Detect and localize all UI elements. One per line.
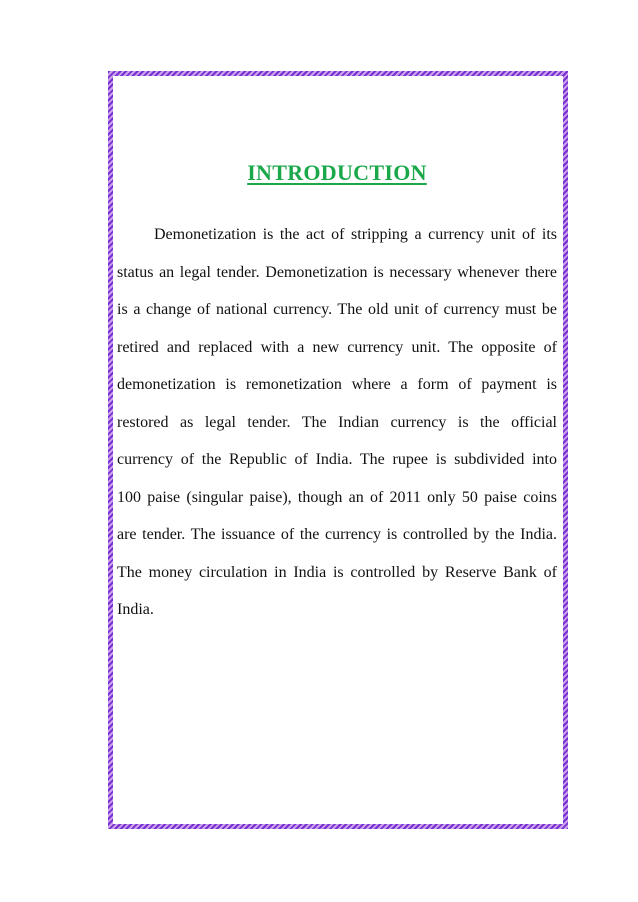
introduction-paragraph: Demonetization is the act of stripping a currency unit of its status an legal tender. Demonetization is necessary whenever there is a change of national currency. The old unit of currency must be retired and replaced with a new currency unit. The opposite of demonetization is remonetization where a form of payment is restored as legal tender. The Indian currency is the official currency of the Republic of India. The rupee is subdivided into 100 paise (singular paise), though an of 2011 only 50 paise coins are tender. The issuance of the currency is controlled by the India. The money circulation in India is controlled by Reserve Bank of India. xyxy=(117,226,557,618)
page-content xyxy=(113,76,563,824)
page-border xyxy=(108,71,568,829)
section-heading: INTRODUCTION xyxy=(247,160,427,185)
